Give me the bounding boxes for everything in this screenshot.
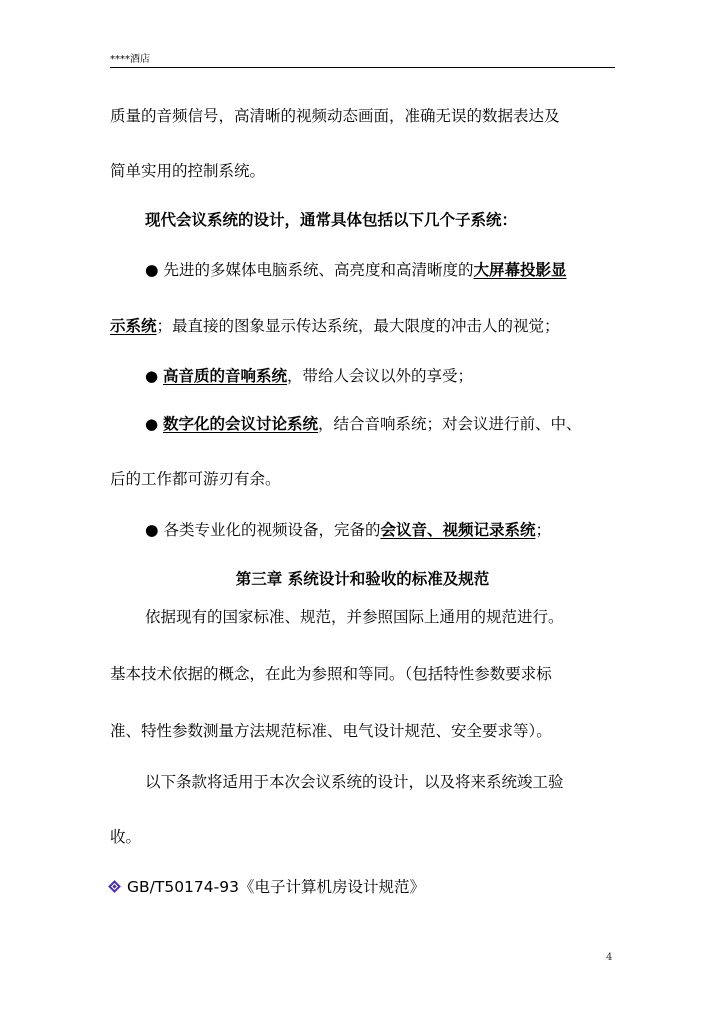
bullet-text: ● 各类专业化的视频设备，完备的 bbox=[145, 521, 381, 539]
bullet-item-discussion bbox=[145, 413, 630, 435]
bullet-text: ； bbox=[535, 521, 551, 539]
page-number: 4 bbox=[606, 952, 613, 963]
highlight-text: 示系统 bbox=[110, 317, 157, 335]
header-title: ****酒店 bbox=[110, 54, 150, 65]
highlight-text: 会议音、视频记录系统 bbox=[380, 521, 536, 539]
highlight-text: 高音质的音响系统 bbox=[163, 367, 288, 385]
highlight-text: 大屏幕投影显 bbox=[473, 261, 567, 279]
bullet-text: ● 先进的多媒体电脑系统、高亮度和高清晰度的 bbox=[145, 261, 474, 279]
chapter-title: 第三章 系统设计和验收的标准及规范 bbox=[235, 570, 490, 588]
paragraph-line: 准、特性参数测量方法规范标准、电气设计规范、安全要求等）。 bbox=[110, 722, 552, 740]
bullet-dot: ● bbox=[145, 415, 159, 433]
paragraph-line: 以下条款将适用于本次会议系统的设计，以及将来系统竣工验 bbox=[145, 773, 564, 791]
standard-item bbox=[110, 876, 630, 898]
diamond-bullet-icon bbox=[108, 880, 121, 893]
paragraph-line: 基本技术依据的概念，在此为参照和等同。（包括特性参数要求标 bbox=[110, 665, 552, 683]
paragraph-line: 后的工作都可游刃有余。 bbox=[110, 470, 281, 488]
bullet-text: ，带给人会议以外的享受； bbox=[287, 367, 474, 385]
highlight-text: 数字化的会议讨论系统 bbox=[163, 415, 319, 433]
paragraph-line: 依据现有的国家标准、规范，并参照国际上通用的规范进行。 bbox=[145, 608, 564, 626]
bullet-text: ，结合音响系统；对会议进行前、中、 bbox=[318, 415, 582, 433]
bullet-item-projection-cont bbox=[110, 315, 630, 337]
bullet-item-video bbox=[145, 519, 630, 541]
header-rule bbox=[110, 67, 615, 68]
bullet-item-projection bbox=[145, 259, 630, 281]
paragraph-line: 简单实用的控制系统。 bbox=[110, 162, 266, 180]
bullet-item-audio bbox=[145, 365, 630, 387]
paragraph-line: 收。 bbox=[110, 828, 142, 846]
bullet-dot: ● bbox=[145, 367, 159, 385]
bullet-text: ；最直接的图象显示传达系统，最大限度的冲击人的视觉； bbox=[156, 317, 560, 335]
section-intro: 现代会议系统的设计，通常具体包括以下几个子系统： bbox=[145, 211, 518, 229]
paragraph-line: 质量的音频信号，高清晰的视频动态画面，准确无误的数据表达及 bbox=[110, 107, 560, 125]
standard-text: GB/T50174-93《电子计算机房设计规范》 bbox=[127, 878, 425, 896]
